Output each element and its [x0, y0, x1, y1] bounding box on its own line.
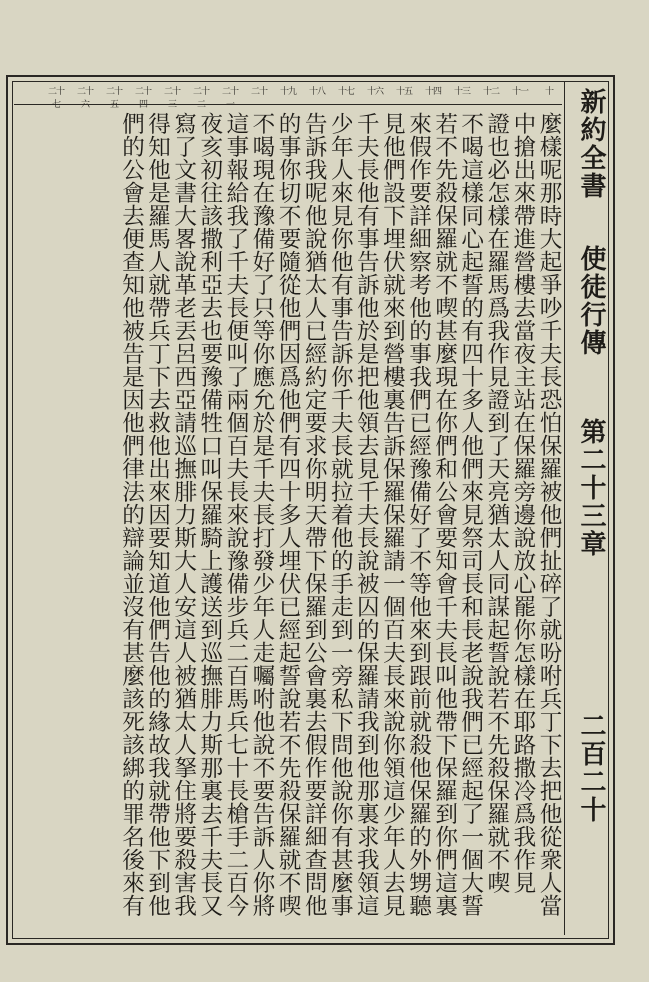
- header-divider: [564, 82, 565, 935]
- verse-number: 十四: [424, 87, 441, 97]
- verse-number: 十一: [511, 87, 528, 97]
- text-column: 寫了文書大畧說革老丟呂西亞請巡撫腓力斯大人安這人被猶太人拏住將要殺害我: [170, 112, 197, 917]
- verse-number: 二十六: [76, 87, 93, 110]
- page-number: 二百二十: [576, 712, 606, 824]
- verse-number: 二十一: [221, 87, 238, 110]
- text-column: 麼樣呢那時大起爭吵千夫長恐怕保羅被他們扯碎了就吩咐兵丁下去把他從衆人當: [536, 112, 562, 917]
- text-column: 來假作要詳細察考他的事我們已經豫備好了不等他來到跟前就殺他保羅的外甥聽: [405, 112, 432, 917]
- verse-number: 十二: [482, 87, 499, 97]
- verse-number: 二十二: [192, 87, 209, 110]
- verse-number: 二十: [250, 87, 267, 97]
- text-column: 不喝現在豫備好了只等你應允於是千夫長打發少年人走囑咐他說不要告訴人你將: [248, 112, 275, 917]
- text-column: 若不先殺保羅就不喫甚麼現在你們和公會要知會千夫長叫他帶下保羅到你們這裏: [431, 112, 458, 917]
- verse-number: 二十五: [105, 87, 122, 110]
- verse-number: 十八: [308, 87, 325, 97]
- text-column: 千夫長他有事告訴他於是把他領去見千夫長說被囚的保羅請我到他那裏求我領這: [353, 112, 380, 917]
- verse-number: 二十三: [163, 87, 180, 110]
- text-column: 夜亥初往該撒利亞去也要豫備牲口叫保羅騎上護送到巡撫腓力斯那裏去千夫長又: [196, 112, 223, 917]
- verse-number: 十九: [279, 87, 296, 97]
- text-column: 告訴我呢他說猶太人已經約定要求你明天帶下保羅到公會裏去假作要詳細查問他: [301, 112, 328, 917]
- text-column: 們的公會去便查知他被告是因他們律法的辯論並沒有甚麼該死該綁的罪名後來有: [118, 112, 145, 917]
- verse-number: 二十四: [134, 87, 151, 110]
- text-column: 的事你切不要隨從他們因爲他們有四十多人埋伏已經起誓說若不先殺保羅就不喫: [275, 112, 302, 917]
- text-column: 得知他是羅馬人就帶兵丁下去救他出來因要知道他們告他的緣故我就帶他下到他: [144, 112, 171, 917]
- scripture-text: [14, 112, 562, 935]
- verse-number: 十六: [366, 87, 383, 97]
- verse-number: 十三: [453, 87, 470, 97]
- verse-number: 十五: [395, 87, 412, 97]
- verse-number-band: [14, 82, 562, 110]
- text-column: 少年人來見你他有事告訴你千夫長就拉着他的手走到一旁私下問他說你有甚麼事: [327, 112, 354, 917]
- verse-number: 十七: [337, 87, 354, 97]
- verse-number: 十: [544, 87, 553, 97]
- text-column: 證也必怎樣在羅馬爲我作見證到了天亮猶太人同謀起誓說若不先殺保羅就不喫: [483, 112, 510, 894]
- verse-number: 二十七: [47, 87, 64, 110]
- book-title: 新約全書: [576, 88, 606, 200]
- text-column: 不喝這樣同心起誓的有四十多人他們來見祭司長和長老說我們已經起了一個大誓: [457, 112, 484, 917]
- section-title: 使徒行傳: [576, 245, 606, 357]
- text-column: 見他們設下埋伏就來到營樓裏告訴保羅保羅請一個百夫長來說你領這少年人去見: [379, 112, 406, 917]
- text-column: 中搶出來帶進營樓去當夜主站在保羅旁邊說放心罷你怎樣在耶路撒冷爲我作見: [509, 112, 536, 894]
- chapter-label: 第二十三章: [576, 418, 606, 558]
- text-column: 這事報給我了千夫長便叫了兩個百夫長來說豫備步兵二百馬兵七十長槍手二百今: [222, 112, 249, 917]
